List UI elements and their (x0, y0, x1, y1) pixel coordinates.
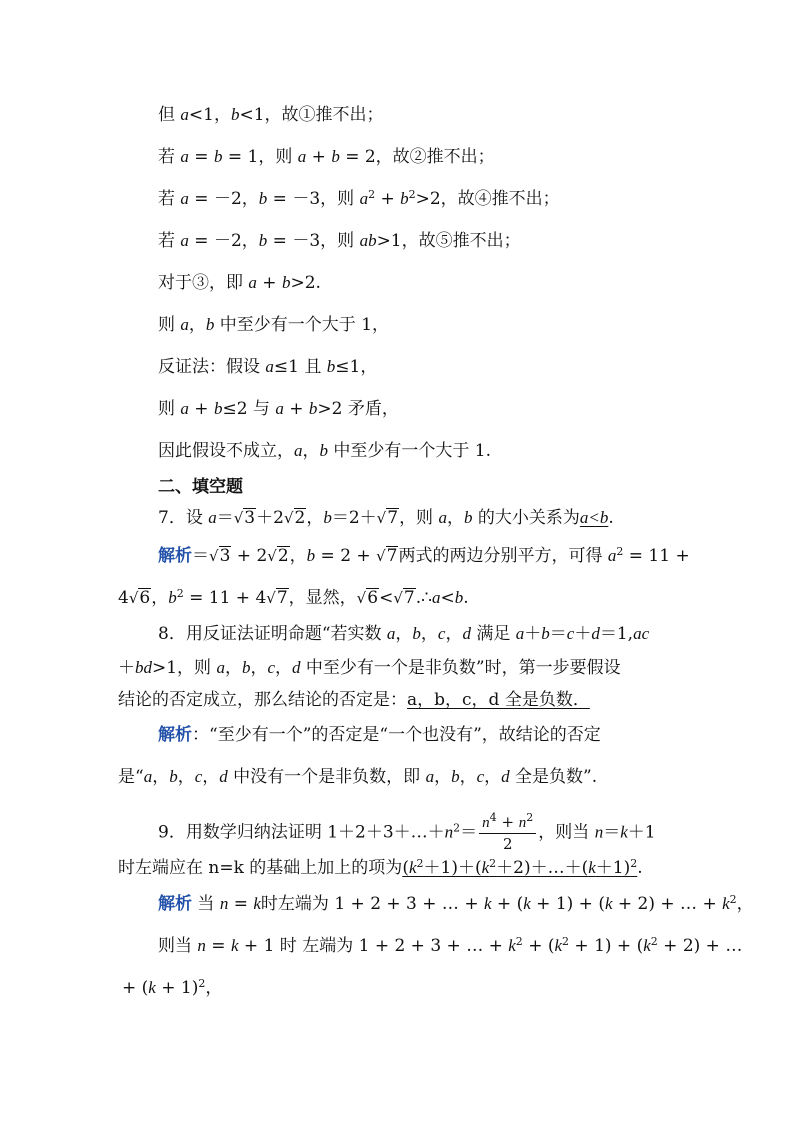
question-9-analysis-1: 解析 当 n = k时左端为 1 + 2 + 3 + … + k + (k + 1) + (k + 2) + … + $k^2$， (158, 893, 754, 914)
analysis-label: 解析 (158, 546, 192, 566)
solution-line-1: 但 a<1，b<1，故①推不出； (158, 105, 384, 125)
solution-line-3: 若 a = －2，b = －3，则 $a^2 + b^2>2$，故④推不出； (158, 188, 560, 209)
question-9-analysis-2: 则当 n = k + 1 时 左端为 1 + 2 + 3 + … + $k^2 + (k^2 + 1) + (k^2 + 2)$ + … (158, 935, 743, 956)
question-9-analysis-3: + $(k + 1)^2$， (122, 977, 223, 998)
question-8-analysis-2: 是“a，b，c，d 中没有一个是非负数，即 a，b，c，d 全是负数”. (118, 767, 598, 787)
question-8-line-3: 结论的否定成立，那么结论的否定是：a，b，c，d 全是负数． (118, 690, 590, 710)
question-9-line-1: 9．用数学归纳法证明 $1+2+3+\dots+n^2=$ $\frac{n^4 + n^2}{2}$ ，则当 n＝k＋1 (158, 811, 656, 853)
question-9-answer: $(k^2+1)+(k^2+2)+\dots+(k+1)^2$ (402, 857, 638, 878)
solution-line-2: 若 a = b = 1，则 a + b = 2，故②推不出； (158, 147, 495, 167)
fraction: $\frac{n^4 + n^2}{2}$ (479, 812, 536, 854)
section-heading: 二、填空题 (158, 477, 243, 497)
question-7-analysis-2: 4√6，$b^2 = 11 + 4√7$，显然，√6<√7.∴a<b. (118, 587, 469, 608)
question-8-line-1: 8．用反证法证明命题“若实数 a，b，c，d 满足 a＋b＝c＋d＝1,ac (158, 624, 650, 644)
question-7-answer: a<b (579, 508, 609, 527)
solution-line-7: 反证法：假设 a≤1 且 b≤1， (158, 357, 378, 377)
analysis-label: 解析 (158, 894, 192, 914)
solution-line-6: 则 a，b 中至少有一个大于 1， (158, 315, 390, 335)
question-8-answer: a，b，c，d 全是负数． (407, 690, 590, 710)
solution-line-5: 对于③，即 a + b>2. (158, 273, 321, 293)
question-9-line-2: 时左端应在 n=k 的基础上加上的项为$(k^2+1)+(k^2+2)+\dots+(k+1)^2$. (118, 857, 643, 878)
question-8-analysis-1: 解析：“至少有一个”的否定是“一个也没有”，故结论的否定 (158, 725, 601, 745)
solution-line-4: 若 a = －2，b = －3，则 ab>1，故⑤推不出； (158, 231, 521, 251)
solution-line-9: 因此假设不成立，a，b 中至少有一个大于 1. (158, 441, 492, 461)
question-7: 7．设 a＝√3＋2√2，b＝2＋√7，则 a，b 的大小关系为a<b. (158, 508, 614, 528)
question-7-analysis-1: 解析＝√3 + 2√2，b = 2 + √7两式的两边分别平方，可得 $a^2 = 11$ + (158, 545, 690, 566)
solution-line-8: 则 a + b≤2 与 a + b>2 矛盾， (158, 399, 399, 419)
analysis-label: 解析 (158, 725, 192, 745)
question-8-line-2: ＋bd>1，则 a，b，c，d 中至少有一个是非负数”时，第一步要假设 (118, 658, 621, 678)
